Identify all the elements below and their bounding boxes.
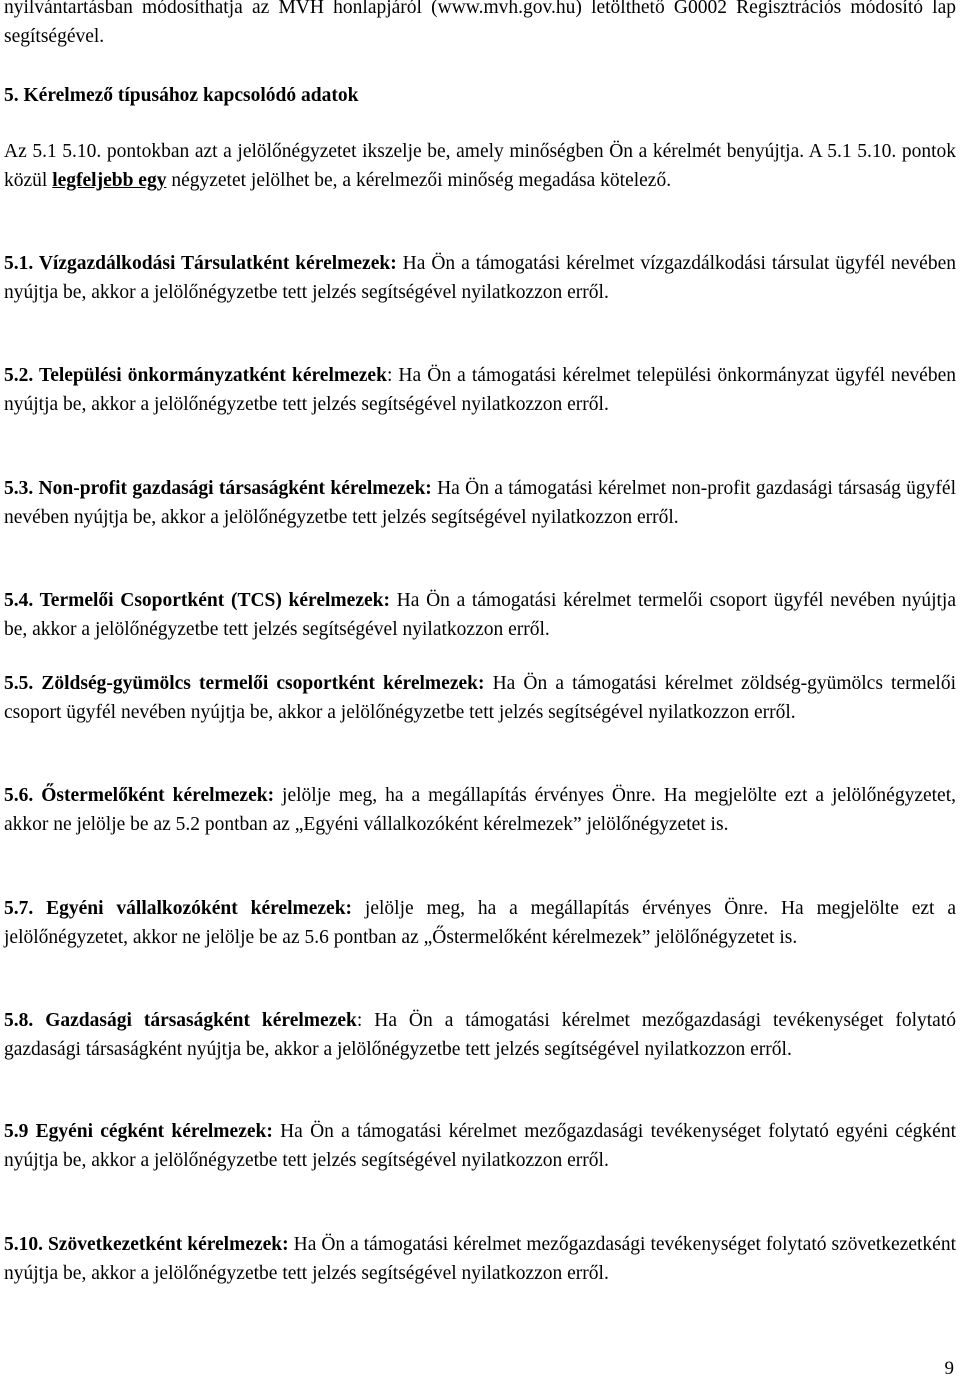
item-5-7 (0, 895, 960, 952)
intro-paragraph: nyilvántartásban módosíthatja az MVH honlapjáról (www.mvh.gov.hu) letölthető G0002 Regisztrációs módosító lap segítségével. (4, 0, 956, 47)
item-5-4 (0, 587, 960, 644)
item-body: Ha Ön a támogatási kérelmet mezőgazdasági tevékenységet folytató szövetkezetként nyújtja be, akkor a jelölőnégyzetbe tett jelzés segítségével nyilatkozzon erről. (4, 1234, 957, 1284)
instructions-part1: Az 5.1 5.10. pontokban azt a jelölőnégyzetet ikszelje be, amely minőségben Ön a kérelmét benyújtja. A 5.1 5.10. pontok közül (4, 141, 956, 191)
page-number: 9 (944, 1358, 954, 1379)
item-body: Ha Ön a támogatási kérelmet mezőgazdasági tevékenységet folytató egyéni cégként nyújtja be, akkor a jelölőnégyzetbe tett jelzés segítségével nyilatkozzon erről. (4, 1121, 957, 1171)
item-heading: 5.6. Őstermelőként kérelmezek: (4, 785, 275, 806)
item-5-10 (0, 1231, 960, 1288)
item-body: : Ha Ön a támogatási kérelmet települési önkormányzat ügyfél nevében nyújtja be, akkor a jelölőnégyzetbe tett jelzés segítségével nyilatkozzon erről. (4, 365, 956, 415)
item-body: Ha Ön a támogatási kérelmet vízgazdálkodási társulat ügyfél nevében nyújtja be, akkor a jelölőnégyzetbe tett jelzés segítségével nyilatkozzon erről. (4, 253, 956, 303)
item-body: Ha Ön a támogatási kérelmet zöldség-gyümölcs termelői csoport ügyfél nevében nyújtja be, akkor a jelölőnégyzetbe tett jelzés segítségével nyilatkozzon erről. (4, 673, 957, 723)
item-heading: 5.10. Szövetkezetként kérelmezek: (4, 1234, 289, 1255)
item-5-9 (0, 1118, 960, 1175)
item-5-8 (0, 1007, 960, 1064)
item-heading: 5.8. Gazdasági társaságként kérelmezek (4, 1010, 357, 1031)
item-heading: 5.2. Települési önkormányzatként kérelmezek (4, 365, 387, 386)
item-5-6 (0, 782, 960, 839)
item-body: Ha Ön a támogatási kérelmet non-profit gazdasági társaság ügyfél nevében nyújtja be, akkor a jelölőnégyzetbe tett jelzés segítségével nyilatkozzon erről. (4, 478, 956, 528)
instructions-emphasis: legfeljebb egy (52, 169, 167, 191)
item-5-2 (0, 362, 960, 419)
item-5-3 (0, 475, 960, 532)
item-heading: 5.7. Egyéni vállalkozóként kérelmezek: (4, 898, 353, 919)
item-body: jelölje meg, ha a megállapítás érvényes Önre. Ha megjelölte ezt a jelölőnégyzetet, akkor ne jelölje be az 5.6 pontban az „Őstermelőként kérelmezek” jelölőnégyzetet is. (4, 898, 956, 948)
instructions-part2: négyzetet jelölhet be, a kérelmezői minőség megadása kötelező. (166, 169, 672, 191)
item-heading: 5.9 Egyéni cégként kérelmezek: (4, 1121, 273, 1142)
item-heading: 5.5. Zöldség-gyümölcs termelői csoportként kérelmezek: (4, 673, 485, 694)
item-heading: 5.3. Non-profit gazdasági társaságként kérelmezek: (4, 478, 432, 499)
instructions-paragraph (0, 138, 960, 195)
section-title: 5. Kérelmező típusához kapcsolódó adatok (4, 85, 359, 106)
item-body: : Ha Ön a támogatási kérelmet mezőgazdasági tevékenységet folytató gazdasági társaságként nyújtja be, akkor a jelölőnégyzetbe tett jelzés segítségével nyilatkozzon erről. (4, 1010, 956, 1060)
item-body: Ha Ön a támogatási kérelmet termelői csoport ügyfél nevében nyújtja be, akkor a jelölőnégyzetbe tett jelzés segítségével nyilatkozzon erről. (4, 590, 957, 640)
item-5-1 (0, 250, 960, 307)
item-5-5 (0, 670, 960, 727)
item-heading: 5.4. Termelői Csoportként (TCS) kérelmezek: (4, 590, 390, 611)
item-heading: 5.1. Vízgazdálkodási Társulatként kérelmezek: (4, 253, 397, 274)
item-body: jelölje meg, ha a megállapítás érvényes Önre. Ha megjelölte ezt a jelölőnégyzetet, akkor ne jelölje be az 5.2 pontban az „Egyéni vállalkozóként kérelmezek” jelölőnégyzetet is. (4, 785, 957, 835)
